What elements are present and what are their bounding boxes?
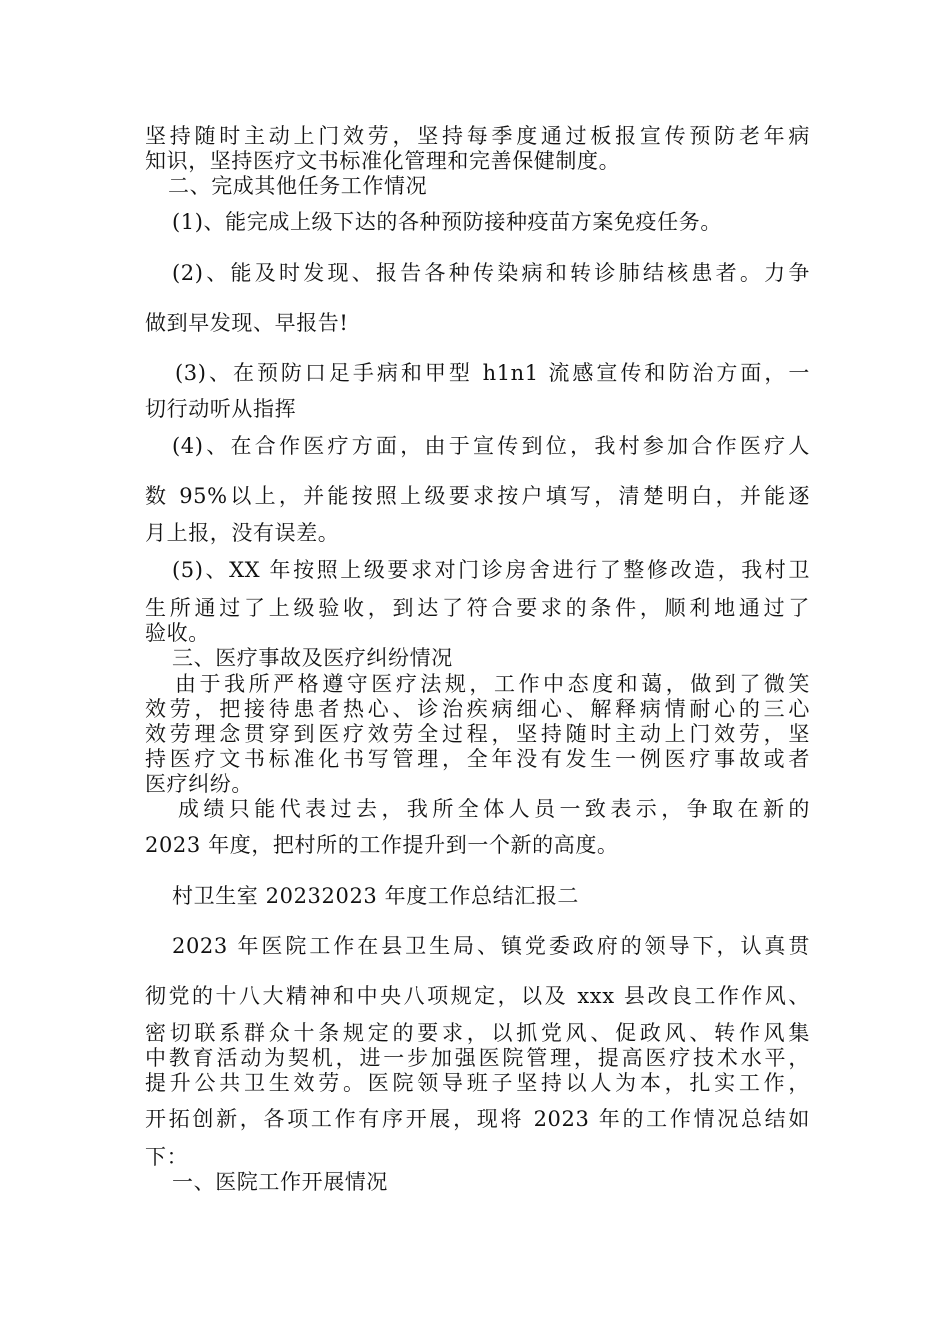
body-line: 彻党的十八大精神和中央八项规定，以及 xxx 县改良工作作风、	[145, 984, 810, 1008]
body-line: 密切联系群众十条规定的要求，以抓党风、促政风、转作风集	[145, 1021, 810, 1045]
body-line: 提升公共卫生效劳。医院领导班子坚持以人为本，扎实工作，	[145, 1071, 810, 1095]
list-item: (4)、在合作医疗方面，由于宣传到位，我村参加合作医疗人	[172, 434, 810, 458]
list-item: (3)、在预防口足手病和甲型 h1n1 流感宣传和防治方面，一	[175, 361, 810, 385]
body-line: 由于我所严格遵守医疗法规，工作中态度和蔼，做到了微笑	[175, 672, 810, 696]
list-item: (1)、能完成上级下达的各种预防接种疫苗方案免疫任务。	[172, 210, 722, 234]
body-line: 做到早发现、早报告!	[145, 311, 349, 335]
body-line: 月上报，没有误差。	[145, 521, 340, 545]
body-line: 成绩只能代表过去，我所全体人员一致表示，争取在新的	[178, 797, 810, 821]
body-line: 效劳理念贯穿到医疗效劳全过程，坚持随时主动上门效劳，坚	[145, 722, 810, 746]
body-line: 下：	[145, 1145, 189, 1169]
body-line: 2023 年度，把村所的工作提升到一个新的高度。	[145, 833, 619, 857]
body-line: 2023 年医院工作在县卫生局、镇党委政府的领导下，认真贯	[172, 934, 810, 958]
document-title: 村卫生室 20232023 年度工作总结汇报二	[172, 884, 580, 908]
section-heading: 二、完成其他任务工作情况	[168, 174, 428, 198]
body-line: 中教育活动为契机，进一步加强医院管理，提高医疗技术水平，	[145, 1046, 810, 1070]
body-line: 生所通过了上级验收，到达了符合要求的条件，顺利地通过了	[145, 596, 810, 620]
body-line: 开拓创新，各项工作有序开展，现将 2023 年的工作情况总结如	[145, 1107, 810, 1131]
section-heading: 三、医疗事故及医疗纠纷情况	[172, 646, 453, 670]
list-item: (2)、能及时发现、报告各种传染病和转诊肺结核患者。力争	[172, 261, 810, 285]
section-heading: 一、医院工作开展情况	[172, 1170, 388, 1194]
body-line: 医疗纠纷。	[145, 772, 253, 796]
body-line: 数 95%以上，并能按照上级要求按户填写，清楚明白，并能逐	[145, 484, 810, 508]
body-line: 持医疗文书标准化书写管理，全年没有发生一例医疗事故或者	[145, 747, 810, 771]
body-line: 知识，坚持医疗文书标准化管理和完善保健制度。	[145, 149, 621, 173]
body-line: 切行动听从指挥	[145, 397, 297, 421]
body-line: 效劳，把接待患者热心、诊治疾病细心、解释病情耐心的三心	[145, 697, 810, 721]
body-line: 坚持随时主动上门效劳，坚持每季度通过板报宣传预防老年病	[145, 124, 810, 148]
body-line: 验收。	[145, 621, 210, 645]
list-item: (5)、XX 年按照上级要求对门诊房舍进行了整修改造，我村卫	[172, 558, 810, 582]
